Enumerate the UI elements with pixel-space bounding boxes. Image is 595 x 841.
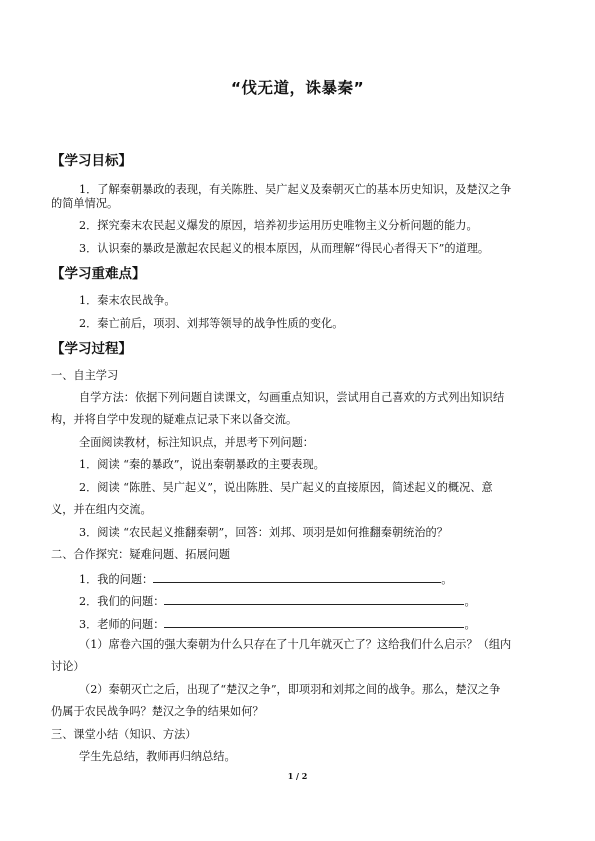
objective-1-line-1: 1．了解秦朝暴政的表现，有关陈胜、吴广起义及秦朝灭亡的基本历史知识，及楚汉之争 — [79, 183, 512, 196]
section-heading-process: 【学习过程】 — [51, 341, 132, 357]
teacher-question-label: 3．老师的问题： — [79, 618, 165, 631]
my-question-blank[interactable] — [153, 571, 441, 583]
my-question-period: 。 — [441, 573, 453, 586]
question-3: 3．阅读 “农民起义推翻秦朝”，回答：刘邦、项羽是如何推翻秦朝统治的？ — [79, 526, 448, 539]
teacher-question-row — [79, 616, 476, 632]
section-heading-objectives: 【学习目标】 — [51, 153, 132, 169]
question-1: 1．阅读 “秦的暴政”，说出秦朝暴政的主要表现。 — [79, 458, 325, 471]
objective-2: 2．探究秦末农民起义爆发的原因，培养初步运用历史唯物主义分析问题的能力。 — [79, 219, 478, 232]
discussion-1-line-2: 讨论） — [51, 660, 85, 673]
objective-3: 3．认识秦的暴政是激起农民起义的根本原因，从而理解“得民心者得天下”的道理。 — [79, 242, 490, 255]
objective-1-line-2: 的简单情况。 — [51, 197, 119, 210]
teacher-question-period: 。 — [464, 618, 476, 631]
our-question-label: 2．我们的问题： — [79, 595, 165, 608]
part1-title: 一、自主学习 — [51, 369, 119, 382]
question-2-line-1: 2．阅读 “陈胜、吴广起义”，说出陈胜、吴广起义的直接原因，简述起义的概况、意 — [79, 481, 493, 494]
teacher-question-blank[interactable] — [164, 616, 464, 628]
question-2-line-2: 义，并在组内交流。 — [51, 503, 152, 516]
method-line-2: 构，并将自学中发现的疑难点记录下来以备交流。 — [51, 413, 298, 426]
key-point-2: 2．秦亡前后，项羽、刘邦等领导的战争性质的变化。 — [79, 317, 344, 330]
summary-text: 学生先总结，教师再归纳总结。 — [79, 750, 236, 763]
our-question-period: 。 — [464, 595, 476, 608]
part3-title: 三、课堂小结（知识、方法） — [51, 728, 197, 741]
read-intro: 全面阅读教材，标注知识点，并思考下列问题： — [79, 436, 314, 449]
my-question-row — [79, 571, 452, 587]
our-question-blank[interactable] — [164, 593, 464, 605]
discussion-1-line-1: （1）席卷六国的强大秦朝为什么只存在了十几年就灭亡了？这给我们什么启示？（组内 — [79, 638, 512, 651]
method-line-1: 自学方法：依据下列问题自读课文，勾画重点知识，尝试用自己喜欢的方式列出知识结 — [79, 391, 505, 404]
my-question-label: 1．我的问题： — [79, 573, 154, 586]
page-title: “伐无道，诛暴秦” — [230, 79, 365, 97]
our-question-row — [79, 593, 476, 609]
section-heading-key-points: 【学习重难点】 — [51, 266, 146, 282]
page-number: 1 / 2 — [287, 771, 308, 781]
discussion-2-line-1: （2）秦朝灭亡之后，出现了“楚汉之争”，即项羽和刘邦之间的战争。那么，楚汉之争 — [79, 683, 501, 696]
discussion-2-line-2: 仍属于农民战争吗？楚汉之争的结果如何？ — [51, 705, 264, 718]
part2-title: 二、合作探究：疑难问题、拓展问题 — [51, 548, 231, 561]
key-point-1: 1．秦末农民战争。 — [79, 294, 176, 307]
